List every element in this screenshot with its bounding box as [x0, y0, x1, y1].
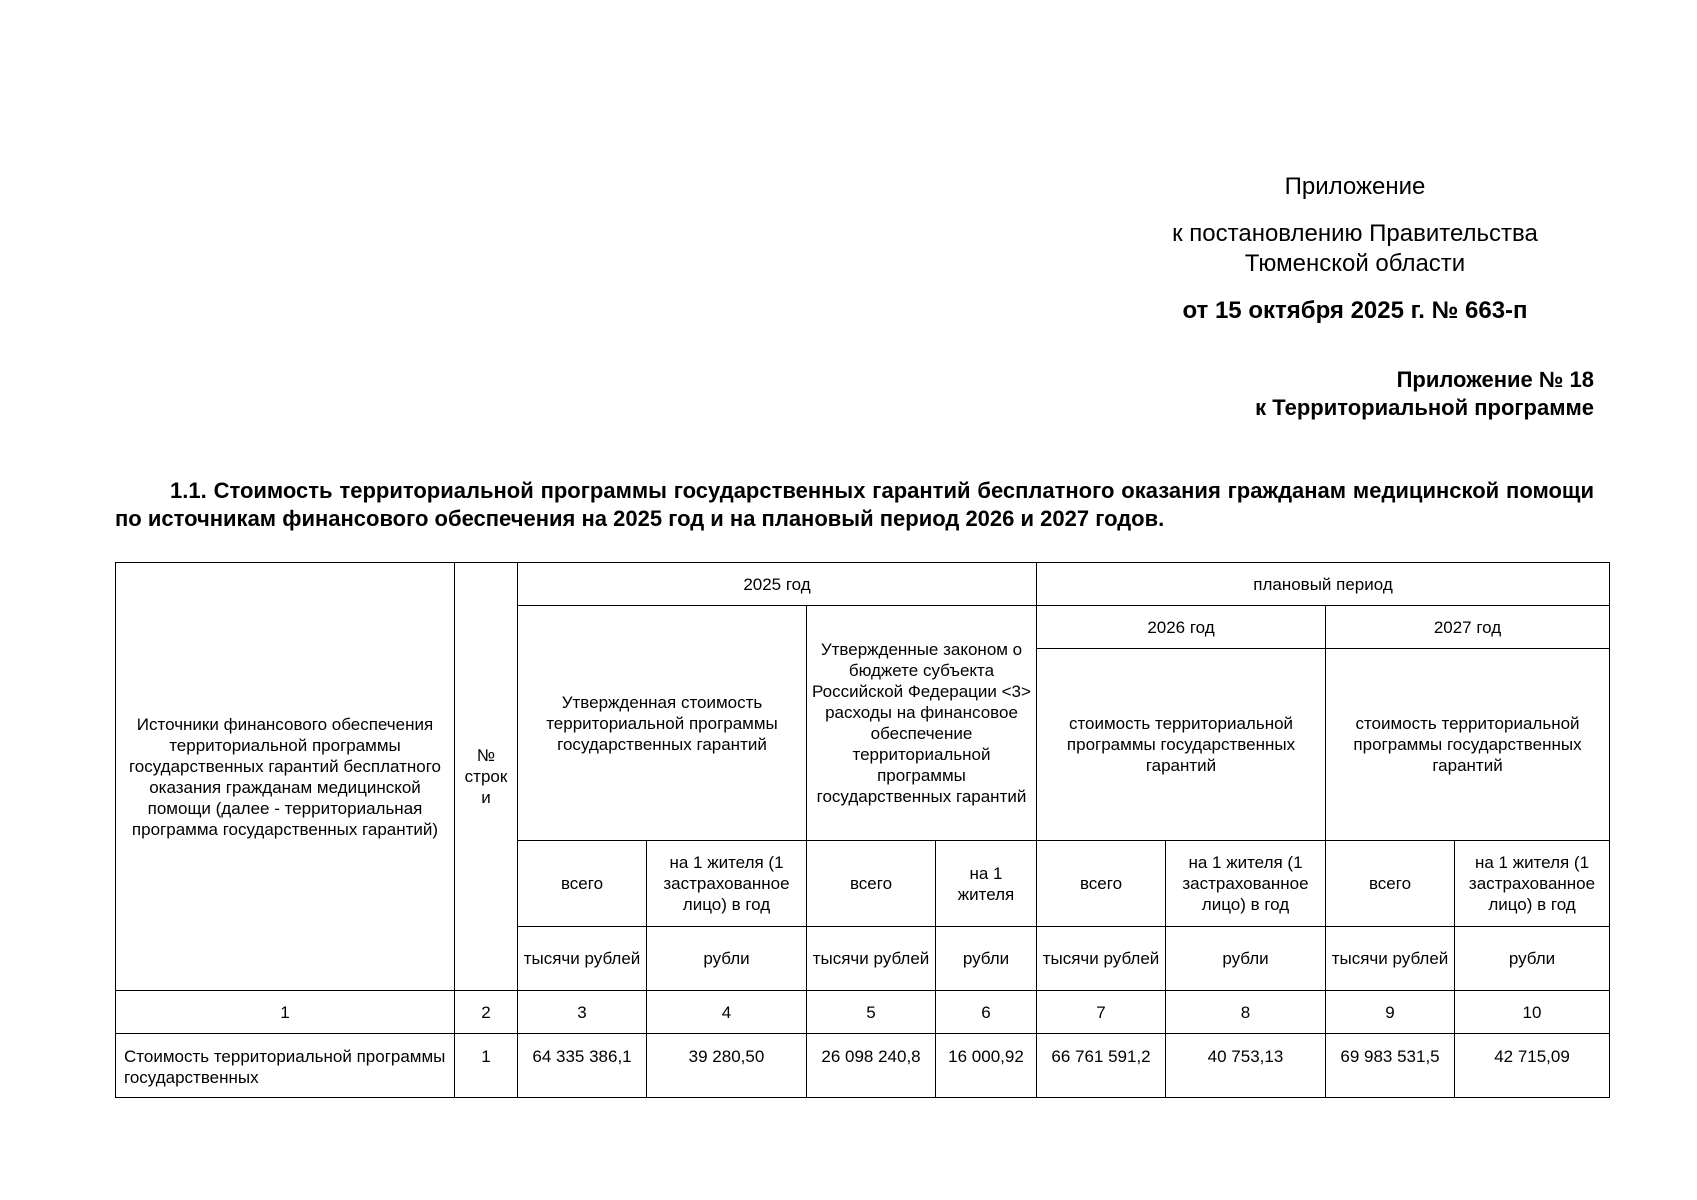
column-number: 10 — [1455, 991, 1610, 1034]
header-year-2025: 2025 год — [518, 563, 1037, 606]
value-cell: 64 335 386,1 — [518, 1034, 647, 1098]
value-cell: 69 983 531,5 — [1326, 1034, 1455, 1098]
decree-date-number: от 15 октября 2025 г. № 663-п — [1182, 297, 1528, 324]
column-number: 2 — [455, 991, 518, 1034]
subheader-per-insured: на 1 жителя (1 застрахованное лицо) в год — [647, 841, 807, 927]
value-cell: 66 761 591,2 — [1037, 1034, 1166, 1098]
unit-cell: тысячи рублей — [1326, 927, 1455, 991]
column-number: 8 — [1166, 991, 1326, 1034]
cost-table — [115, 562, 1610, 1098]
row-number: 1 — [455, 1034, 518, 1098]
header-planned-period: плановый период — [1037, 563, 1610, 606]
unit-cell: рубли — [647, 927, 807, 991]
region-line: Тюменской области — [1244, 250, 1466, 277]
unit-cell: тысячи рублей — [807, 927, 936, 991]
section-number: 1.1. — [170, 478, 207, 503]
territorial-program-label: к Территориальной программе — [1255, 395, 1594, 420]
value-cell: 26 098 240,8 — [807, 1034, 936, 1098]
column-number: 4 — [647, 991, 807, 1034]
appendix-label: Приложение — [1284, 173, 1426, 200]
subheader-total: всего — [518, 841, 647, 927]
subheader-per-insured: на 1 жителя (1 застрахованное лицо) в год — [1166, 841, 1326, 927]
unit-cell: рубли — [936, 927, 1037, 991]
column-number: 6 — [936, 991, 1037, 1034]
value-cell: 40 753,13 — [1166, 1034, 1326, 1098]
column-number: 7 — [1037, 991, 1166, 1034]
unit-cell: тысячи рублей — [518, 927, 647, 991]
subheader-per-resident: на 1 жителя — [936, 841, 1037, 927]
header-year-2027: 2027 год — [1326, 606, 1610, 649]
value-cell: 16 000,92 — [936, 1034, 1037, 1098]
appendix-18-label: Приложение № 18 — [1396, 367, 1594, 392]
header-row-number: № строк и — [455, 563, 518, 991]
table-row — [116, 1034, 1610, 1098]
subheader-total: всего — [1037, 841, 1166, 927]
header-approved-cost: Утвержденная стоимость территориальной программы государственных гарантий — [518, 606, 807, 841]
section-title — [115, 477, 1594, 533]
unit-cell: тысячи рублей — [1037, 927, 1166, 991]
unit-cell: рубли — [1455, 927, 1610, 991]
subheader-per-insured: на 1 жителя (1 застрахованное лицо) в год — [1455, 841, 1610, 927]
decree-line: к постановлению Правительства — [1172, 220, 1538, 247]
section-title-text: Стоимость территориальной программы государственных гарантий бесплатного оказания гражданам медицинской помощи по источникам финансового обеспечения на 2025 год и на плановый период 2026 и 2027 годов. — [115, 478, 1594, 531]
subheader-total: всего — [1326, 841, 1455, 927]
unit-cell: рубли — [1166, 927, 1326, 991]
column-number: 9 — [1326, 991, 1455, 1034]
header-cost-2026: стоимость территориальной программы государственных гарантий — [1037, 649, 1326, 841]
value-cell: 42 715,09 — [1455, 1034, 1610, 1098]
subheader-total: всего — [807, 841, 936, 927]
column-number: 3 — [518, 991, 647, 1034]
value-cell: 39 280,50 — [647, 1034, 807, 1098]
column-number: 5 — [807, 991, 936, 1034]
header-cost-2027: стоимость территориальной программы государственных гарантий — [1326, 649, 1610, 841]
header-source: Источники финансового обеспечения территориальной программы государственных гарантий бесплатного оказания гражданам медицинской помощи (далее - территориальная программа государственных гарантий) — [116, 563, 455, 991]
row-source-name: Стоимость территориальной программы государственных — [116, 1034, 455, 1098]
column-number: 1 — [116, 991, 455, 1034]
header-approved-by-law: Утвержденные законом о бюджете субъекта Российской Федерации <3> расходы на финансовое обеспечение территориальной программы государственных гарантий — [807, 606, 1037, 841]
header-year-2026: 2026 год — [1037, 606, 1326, 649]
